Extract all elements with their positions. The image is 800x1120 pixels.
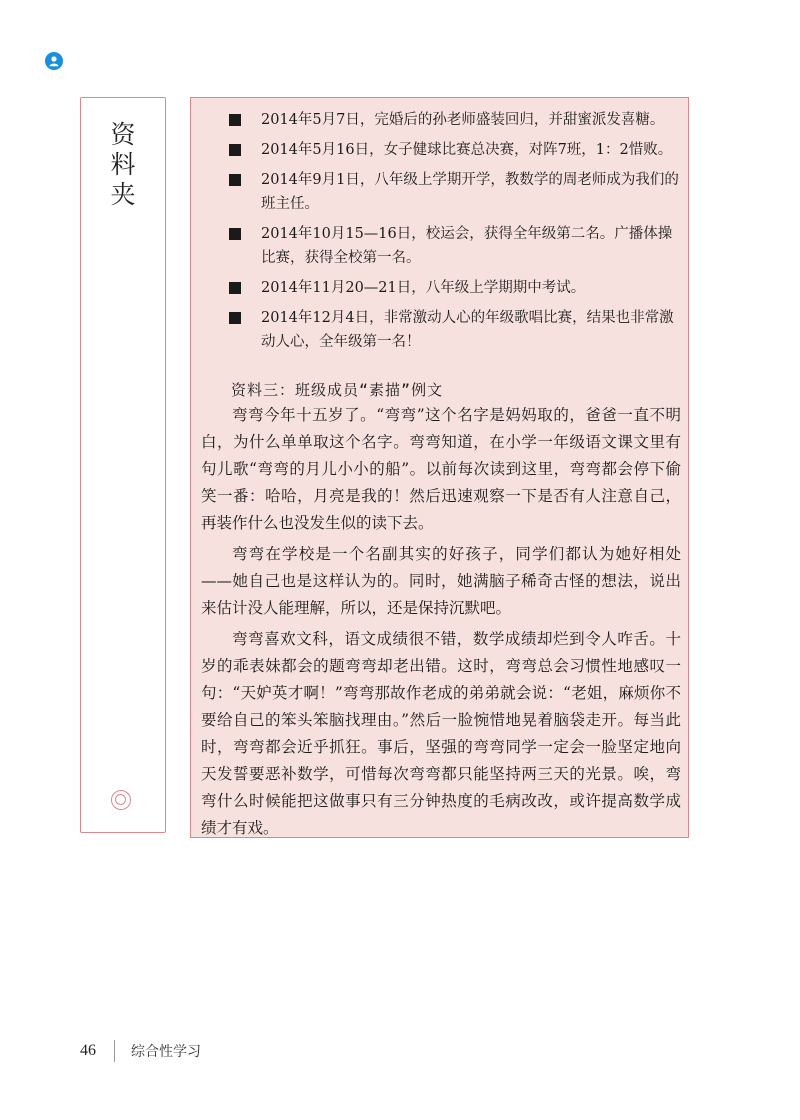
section-heading: 资料三：班级成员“素描”例文 bbox=[231, 381, 444, 399]
square-bullet-icon bbox=[229, 174, 241, 186]
page-footer bbox=[80, 1040, 201, 1062]
side-tab-title-char: 夹 bbox=[110, 180, 136, 209]
timeline-text: 2014年5月7日，完婚后的孙老师盛装回归，并甜蜜派发喜糖。 bbox=[261, 112, 665, 128]
footer-section-name: 综合性学习 bbox=[131, 1044, 201, 1060]
essay-paragraph: 弯弯今年十五岁了。“弯弯”这个名字是妈妈取的，爸爸一直不明白，为什么单单取这个名字。弯弯知道，在小学一年级语文课文里有句儿歌“弯弯的月儿小小的船”。以前每次读到这里，弯弯都会停下偷笑一番：哈哈，月亮是我的！然后迅速观察一下是否有人注意自己，再装作什么也没发生似的读下去。 bbox=[201, 406, 681, 532]
footer-divider bbox=[114, 1040, 115, 1062]
ring-ornament-icon bbox=[111, 790, 131, 810]
user-silhouette-icon bbox=[47, 54, 61, 68]
square-bullet-icon bbox=[229, 312, 241, 324]
essay-body bbox=[201, 402, 681, 846]
timeline-list bbox=[227, 108, 683, 360]
timeline-text: 2014年9月1日，八年级上学期开学，教数学的周老师成为我们的班主任。 bbox=[261, 172, 679, 212]
page-number: 46 bbox=[80, 1042, 96, 1059]
list-item bbox=[227, 168, 683, 216]
list-item bbox=[227, 222, 683, 270]
side-tab-title bbox=[81, 120, 165, 210]
side-tab-title-char: 料 bbox=[110, 150, 136, 179]
square-bullet-icon bbox=[229, 144, 241, 156]
timeline-text: 2014年12月4日，非常激动人心的年级歌唱比赛，结果也非常激动人心，全年级第一名！ bbox=[261, 310, 674, 350]
timeline-text: 2014年11月20—21日，八年级上学期期中考试。 bbox=[261, 280, 586, 296]
list-item bbox=[227, 108, 683, 132]
list-item bbox=[227, 138, 683, 162]
square-bullet-icon bbox=[229, 114, 241, 126]
side-tab bbox=[80, 97, 166, 833]
square-bullet-icon bbox=[229, 282, 241, 294]
list-item bbox=[227, 276, 683, 300]
list-item bbox=[227, 306, 683, 354]
essay-paragraph: 弯弯喜欢文科，语文成绩很不错，数学成绩却烂到令人咋舌。十岁的乖表妹都会的题弯弯却老出错。这时，弯弯总会习惯性地感叹一句：“天妒英才啊！”弯弯那故作老成的弟弟就会说：“老姐，麻烦你不要给自己的笨头笨脑找理由。”然后一脸惋惜地晃着脑袋走开。每当此时，弯弯都会近乎抓狂。事后，坚强的弯弯同学一定会一脸坚定地向天发誓要恶补数学，可惜每次弯弯都只能坚持两三天的光景。唉，弯弯什么时候能把这做事只有三分钟热度的毛病改改，或许提高数学成绩才有戏。 bbox=[201, 630, 681, 837]
content-box bbox=[190, 97, 689, 838]
side-tab-title-char: 资 bbox=[110, 120, 136, 149]
timeline-text: 2014年10月15—16日，校运会，获得全年级第二名。广播体操比赛，获得全校第一名。 bbox=[261, 226, 673, 266]
user-badge-icon bbox=[45, 52, 63, 70]
timeline-text: 2014年5月16日，女子健球比赛总决赛，对阵7班，1：2惜败。 bbox=[261, 142, 673, 158]
essay-paragraph: 弯弯在学校是一个名副其实的好孩子，同学们都认为她好相处——她自己也是这样认为的。同时，她满脑子稀奇古怪的想法，说出来估计没人能理解，所以，还是保持沉默吧。 bbox=[201, 545, 681, 617]
square-bullet-icon bbox=[229, 228, 241, 240]
